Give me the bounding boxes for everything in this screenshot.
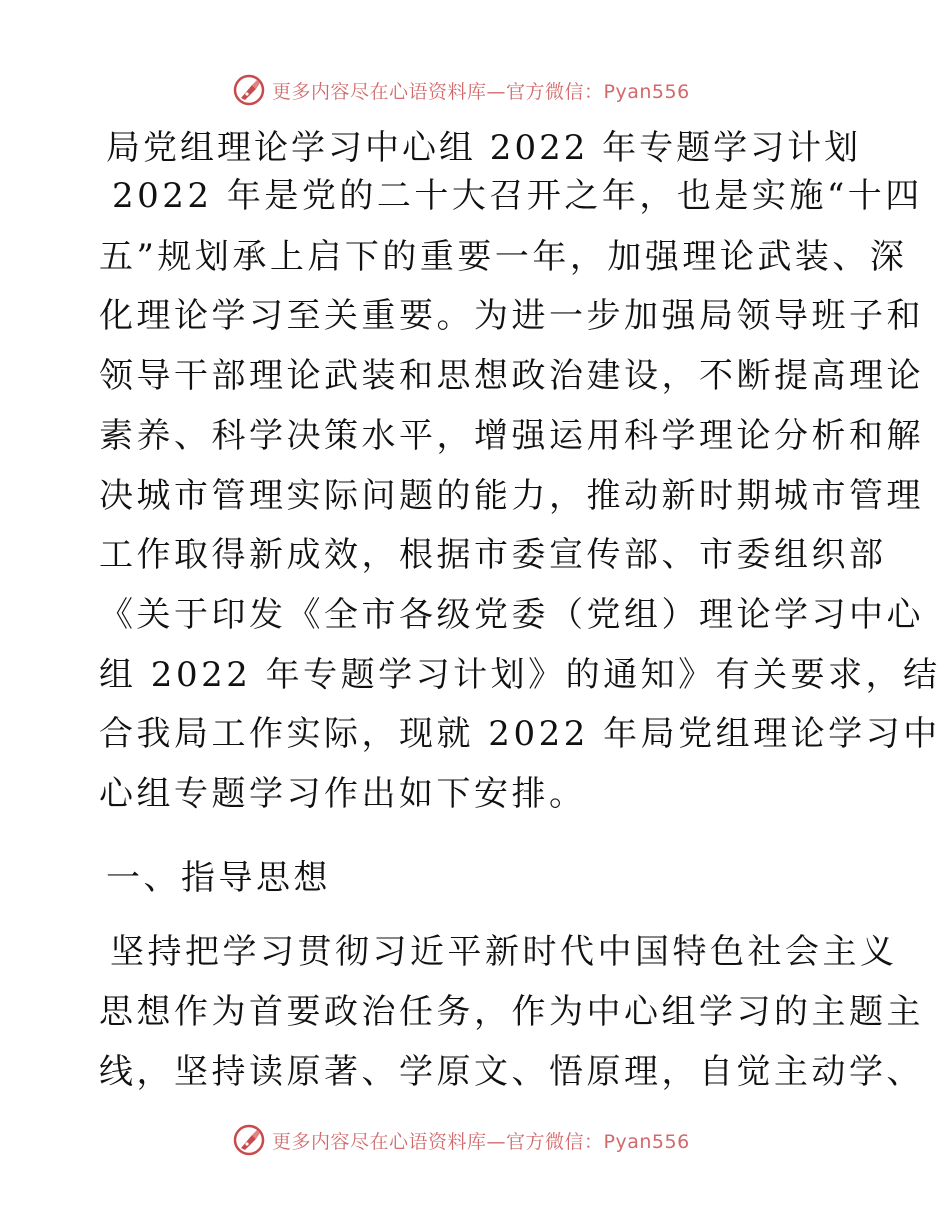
paragraph-line: 合我局工作实际，现就 2022 年局党组理论学习中: [99, 714, 941, 754]
paragraph-line: 2022 年是党的二十大召开之年，也是实施“十四: [112, 176, 923, 216]
pen-nib-seal-icon: [232, 73, 266, 107]
paragraph-line: 领导干部理论武装和思想政治建设，不断提高理论: [99, 356, 924, 396]
paragraph-line: 组 2022 年专题学习计划》的通知》有关要求，结: [99, 655, 941, 695]
watermark-header: [232, 73, 690, 107]
document-title: 局党组理论学习中心组 2022 年专题学习计划: [106, 128, 862, 168]
paragraph-line: 化理论学习至关重要。为进一步加强局领导班子和: [99, 296, 924, 336]
paragraph-line: 坚持把学习贯彻习近平新时代中国特色社会主义: [110, 932, 898, 972]
paragraph-line: 工作取得新成效，根据市委宣传部、市委组织部: [99, 535, 887, 575]
pen-nib-seal-icon: [232, 1123, 266, 1157]
paragraph-line: 线，坚持读原著、学原文、悟原理，自觉主动学、: [99, 1052, 924, 1092]
watermark-text: 更多内容尽在心语资料库—官方微信：Pyan556: [272, 1130, 690, 1153]
paragraph-line: 五”规划承上启下的重要一年，加强理论武装、深: [99, 237, 908, 277]
section-heading: 一、指导思想: [106, 858, 331, 898]
paragraph-line: 思想作为首要政治任务，作为中心组学习的主题主: [99, 992, 924, 1032]
paragraph-line: 决城市管理实际问题的能力，推动新时期城市管理: [99, 476, 924, 516]
paragraph-line: 心组专题学习作出如下安排。: [99, 774, 587, 814]
paragraph-line: 《关于印发《全市各级党委（党组）理论学习中心: [99, 595, 924, 635]
paragraph-line: 素养、科学决策水平，增强运用科学理论分析和解: [99, 416, 924, 456]
watermark-text: 更多内容尽在心语资料库—官方微信：Pyan556: [272, 80, 690, 103]
watermark-footer: [232, 1123, 690, 1157]
